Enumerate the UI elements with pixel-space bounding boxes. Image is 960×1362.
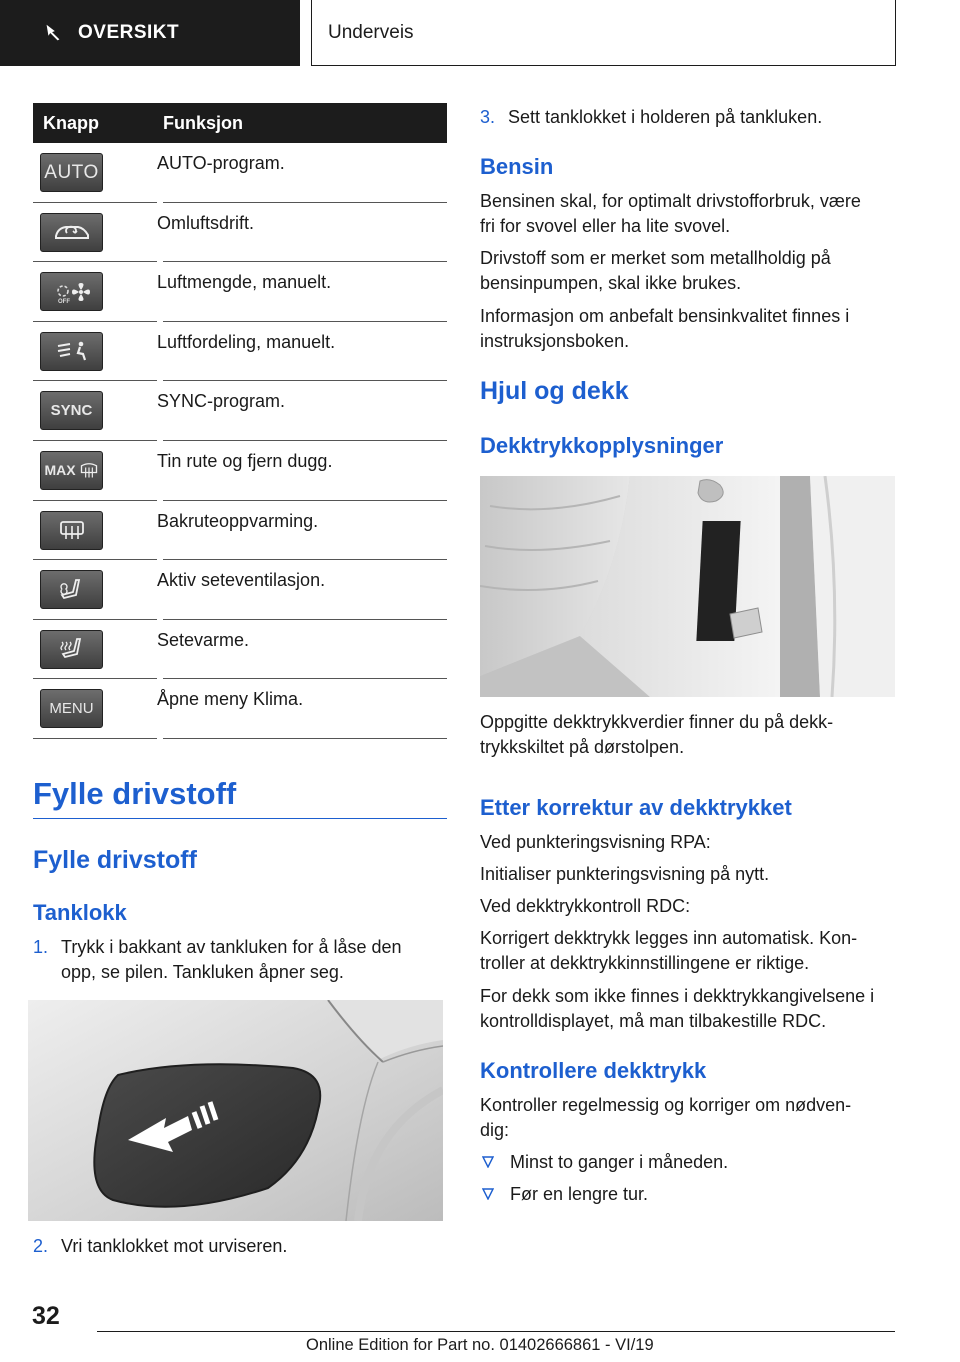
table-cell-function: Tin rute og fjern dugg. [157, 450, 333, 471]
section-title: Fylle drivstoff [33, 846, 197, 874]
footer-edition: Online Edition for Part no. 01402666861 - VI/19 [306, 1336, 654, 1354]
after-correction-p4: Korrigert dekktrykk legges inn automatisk. Kon- troller at dekktrykkinnstillingene er riktige. [480, 928, 858, 973]
step-2: 2. Vri tanklokket mot urviseren. [33, 1236, 288, 1256]
table-row [33, 501, 447, 561]
table-row [33, 679, 447, 739]
table-row [33, 381, 447, 441]
check-tire-pressure-paragraph: Kontroller regelmessig og korriger om nødven- dig: [480, 1095, 852, 1140]
header-tab-overview[interactable] [0, 0, 300, 66]
petrol-paragraph-3: Informasjon om anbefalt bensinkvalitet finnes i instruksjonsboken. [480, 306, 850, 351]
table-header [33, 103, 447, 143]
petrol-heading: Bensin [480, 154, 554, 179]
air-distribution-icon [40, 332, 103, 371]
petrol-paragraph-1: Bensinen skal, for optimalt drivstofforbruk, være fri for svovel eller ha lite svovel. [480, 191, 861, 236]
table-row [33, 441, 447, 501]
triangle-bullet-icon [482, 1188, 494, 1200]
door-pillar-image [480, 476, 895, 697]
header-overview-label: OVERSIKT [78, 22, 180, 43]
table-cell-function: Bakruteoppvarming. [157, 510, 319, 531]
seat-heating-icon [40, 630, 103, 669]
table-row [33, 143, 447, 203]
after-correction-heading: Etter korrektur av dekktrykket [480, 795, 792, 820]
triangle-bullet-icon [482, 1156, 494, 1168]
table-cell-function: Omluftsdrift. [157, 212, 255, 233]
page-number: 32 [32, 1302, 60, 1330]
tire-pressure-info-heading: Dekktrykkopplysninger [480, 433, 724, 458]
max-defrost-icon: MAX [40, 451, 103, 490]
recirculation-icon [40, 213, 103, 252]
check-tire-pressure-heading: Kontrollere dekktrykk [480, 1058, 707, 1083]
fuel-flap-image [28, 1000, 443, 1221]
table-cell-function: AUTO-program. [157, 153, 285, 173]
tire-pressure-info-paragraph: Oppgitte dekktrykkverdier finner du på dekk- trykkskiltet på dørstolpen. [480, 712, 834, 757]
seat-ventilation-icon [40, 570, 103, 609]
table-cell-function: SYNC-program. [157, 391, 286, 412]
table-row [33, 620, 447, 680]
wheels-tires-heading: Hjul og dekk [480, 377, 629, 405]
list-item: Minst to ganger i måneden. [482, 1150, 882, 1175]
step-1: 1. Trykk i bakkant av tankluken for å låse den opp, se pilen. Tankluken åpner seg. [33, 937, 402, 982]
table-cell-function: Åpne meny Klima. [157, 689, 304, 710]
sync-button-icon: SYNC [40, 391, 103, 430]
after-correction-p3: Ved dekktrykkontroll RDC: [480, 896, 691, 916]
table-row [33, 322, 447, 382]
menu-button-icon: MENU [40, 689, 103, 728]
chapter-title: Fylle drivstoff [33, 776, 447, 819]
table-row [33, 203, 447, 263]
after-correction-p2: Initialiser punkteringsvisning på nytt. [480, 864, 770, 884]
table-row [33, 560, 447, 620]
after-correction-p1: Ved punkteringsvisning RPA: [480, 832, 711, 852]
header-section-label: Underveis [328, 21, 414, 43]
pin-icon [42, 22, 64, 44]
climate-buttons-table [33, 103, 447, 739]
table-cell-function: Aktiv seteventilasjon. [157, 570, 326, 591]
col-function-header: Funksjon [163, 112, 243, 133]
col-button-header: Knapp [43, 112, 99, 133]
after-correction-p5: For dekk som ikke finnes i dekktrykkangivelsene i kontrolldisplayet, må man tilbakestille RDC. [480, 986, 875, 1031]
subsection-title-fuel-flap: Tanklokk [33, 900, 127, 925]
table-row [33, 262, 447, 322]
fan-speed-icon [40, 272, 103, 311]
table-cell-function: Luftfordeling, manuelt. [157, 331, 336, 352]
rear-defrost-icon [40, 511, 103, 550]
header-section-title [311, 0, 896, 66]
svg-text:OFF: OFF [57, 298, 70, 305]
auto-button-icon: AUTO [40, 153, 103, 192]
list-item: Før en lengre tur. [482, 1182, 882, 1207]
step-3: 3. Sett tanklokket i holderen på tankluken. [480, 107, 823, 127]
footer-divider [97, 1331, 895, 1332]
table-cell-function: Setevarme. [157, 629, 250, 650]
table-cell-function: Luftmengde, manuelt. [157, 272, 332, 293]
petrol-paragraph-2: Drivstoff som er merket som metallholdig på bensinpumpen, skal ikke brukes. [480, 248, 831, 293]
